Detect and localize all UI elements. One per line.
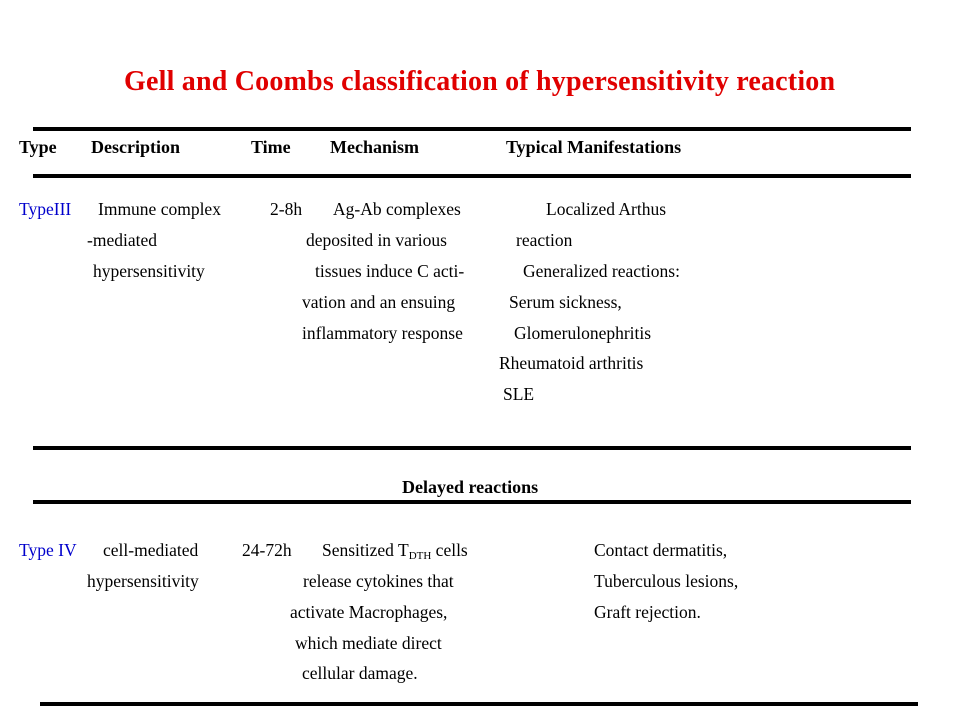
section-divider-rule <box>33 446 911 450</box>
type4-mechanism-first-line <box>322 540 468 562</box>
type4-label: Type IV <box>19 540 77 560</box>
header-manifestations: Typical Manifestations <box>506 137 682 157</box>
type3-description-line: hypersensitivity <box>93 261 205 281</box>
header-bottom-rule <box>33 174 911 178</box>
type4-manifestation-line: Graft rejection. <box>594 602 701 622</box>
type3-mechanism-line: vation and an ensuing <box>302 292 456 312</box>
type3-manifestation-line: SLE <box>503 384 535 404</box>
type3-label: TypeIII <box>19 199 72 219</box>
type4-mechanism-line: which mediate direct <box>295 633 442 653</box>
header-mechanism: Mechanism <box>330 137 419 157</box>
header-type: Type <box>19 137 57 157</box>
type4-description-line: cell-mediated <box>103 540 199 560</box>
header-description: Description <box>91 137 180 157</box>
type3-manifestation-line: Serum sickness, <box>509 292 622 312</box>
page-title: Gell and Coombs classification of hypersensitivity reaction <box>124 66 836 97</box>
type3-mechanism-line: tissues induce C acti- <box>315 261 465 281</box>
type4-time: 24-72h <box>242 540 292 560</box>
type3-manifestation-line: Rheumatoid arthritis <box>499 353 644 373</box>
delayed-reactions-heading: Delayed reactions <box>402 477 539 497</box>
type4-mechanism-line: cellular damage. <box>302 663 418 683</box>
type4-manifestation-line: Contact dermatitis, <box>594 540 728 560</box>
type4-manifestation-line: Tuberculous lesions, <box>594 571 739 591</box>
header-time: Time <box>251 137 291 157</box>
type3-description-line: -mediated <box>87 230 157 250</box>
type3-mechanism-line: deposited in various <box>306 230 447 250</box>
type3-manifestation-line: Localized Arthus <box>546 199 667 219</box>
type4-mechanism-subscript: DTH <box>408 550 432 562</box>
type3-description-line: Immune complex <box>98 199 221 219</box>
bottom-rule <box>40 702 918 706</box>
type4-mechanism-line: activate Macrophages, <box>290 602 448 622</box>
type3-manifestation-line: Generalized reactions: <box>523 261 680 281</box>
top-rule <box>33 127 911 131</box>
type3-time: 2-8h <box>270 199 303 219</box>
type3-mechanism-line: Ag-Ab complexes <box>333 199 461 219</box>
type3-mechanism-line: inflammatory response <box>302 323 463 343</box>
type4-mechanism-suffix: cells <box>431 540 468 560</box>
type3-manifestation-line: Glomerulonephritis <box>514 323 652 343</box>
type4-mechanism-line: release cytokines that <box>303 571 454 591</box>
type4-mechanism-prefix: Sensitized T <box>322 540 409 560</box>
delayed-heading-rule <box>33 500 911 504</box>
type3-manifestation-line: reaction <box>516 230 573 250</box>
type4-description-line: hypersensitivity <box>87 571 199 591</box>
